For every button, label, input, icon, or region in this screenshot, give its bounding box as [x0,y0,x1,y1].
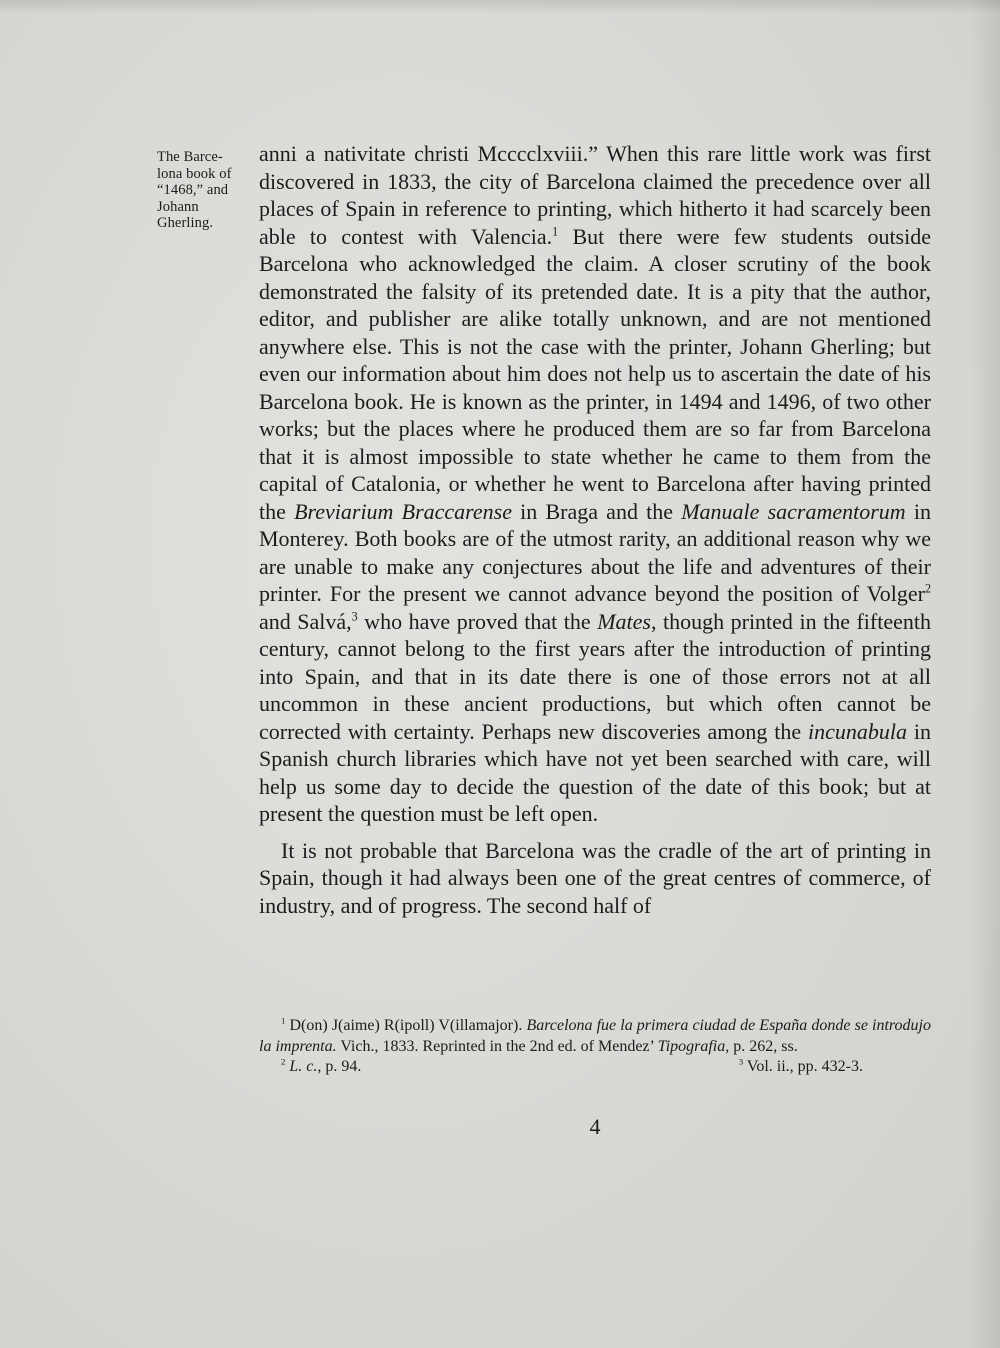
paragraph [259,140,931,828]
text-run: and Salvá, [259,608,352,634]
italic-title: Breviarium Braccarense [294,498,512,524]
text-run: But there were few students outside Barcelona who acknowledged the claim. A closer scrutiny of the book demonstrated the falsity of its pretended date. It is a pity that the author, editor, and publisher are alike totally unknown, and are not mentioned anywhere else. This is not the case with the printer, Johann Gherling; but even our information about him does not help us to ascertain the date of his Barcelona book. He is known as the printer, in 1494 and 1496, of two other works; but the places where he produced them are so far from Barcelona that it is almost impossible to state whether he came to them from the capital of Catalonia, or whether he went to Barcelona after having printed the [259,223,931,524]
text-run: D(on) J(aime) R(ipoll) V(illamajor). [285,1017,527,1034]
footnote-ref-2: 2 [924,581,931,596]
text-run: anni a nativitate christi Mccccl [259,141,543,166]
margin-note-line: Gherling. [157,215,214,231]
text-run: , though printed in the fifteenth century, cannot belong to the first years after the introduction of printing into Spain, and that in its date there is one of those errors not at all uncommon in these ancient productions, but which often cannot be corrected with certainty. Perhaps new discoveries among the [259,608,931,744]
footnote-row [259,1057,931,1078]
margin-note-line: Johann [157,198,199,215]
footnote-ref-1: 1 [552,224,559,239]
text-run: Vol. ii., pp. 432-3. [743,1058,863,1075]
footnote-ref-3: 3 [351,609,358,624]
italic-title: Mates [597,608,651,634]
text-run: , p. 262, ss. [725,1037,798,1055]
margin-note [157,149,253,232]
margin-note-line: The Barce- [157,149,223,165]
italic-title: Tipografia [657,1037,726,1055]
footnote-marker: 2 [281,1056,286,1067]
page-shadow-right [970,0,1000,1348]
paragraph: It is not probable that Barcelona was the cradle of the art of printing in Spain, though it had always been one of the great centres of commerce, of industry, and of progress. The second half of [259,837,931,918]
text-run: , p. 94. [317,1058,362,1075]
text-run: in Spanish church libraries which have not yet been searched with care, will help us some day to decide the question of the date of this book; but at present the question must be left open. [259,718,931,826]
footnote-marker: 1 [281,1015,286,1026]
italic-title: Manuale sacramentorum [681,498,906,524]
footnote-2 [259,1057,361,1078]
text-run: xviii.” When this rare little work was first discovered in 1833, the city of Barcelona claimed the precedence over all places of Spain in reference to printing, which hitherto it had scarcely been able to contest with Valencia. [259,141,931,249]
main-text [259,140,931,919]
margin-note-line: lona book of [157,165,232,182]
text-run: who have proved that the [357,608,598,634]
text-run: in Monterey. Both books are of the utmost rarity, an additional reason why we are unable to make any conjectures about the life and adventures of their printer. For the present we cannot advance beyond the position of Volger [259,498,931,606]
italic-abbrev: L. c. [285,1058,318,1075]
page-number: 4 [589,1114,601,1139]
text-run: in Braga and the [512,498,682,524]
footnotes [259,1016,931,1078]
text-run: Vich., 1833. Reprinted in the 2nd ed. of Mendez’ [336,1037,658,1055]
footnote-1 [259,1016,931,1057]
margin-note-line: “1468,” and [157,182,229,198]
italic-title: Barcelona fue la primera ciudad de España donde se introdujo la imprenta. [259,1017,932,1055]
page-shadow-top [0,0,1000,14]
italic-term: incunabula [808,718,907,744]
footnote-3 [739,1057,931,1078]
footnote-marker: 3 [738,1056,744,1067]
